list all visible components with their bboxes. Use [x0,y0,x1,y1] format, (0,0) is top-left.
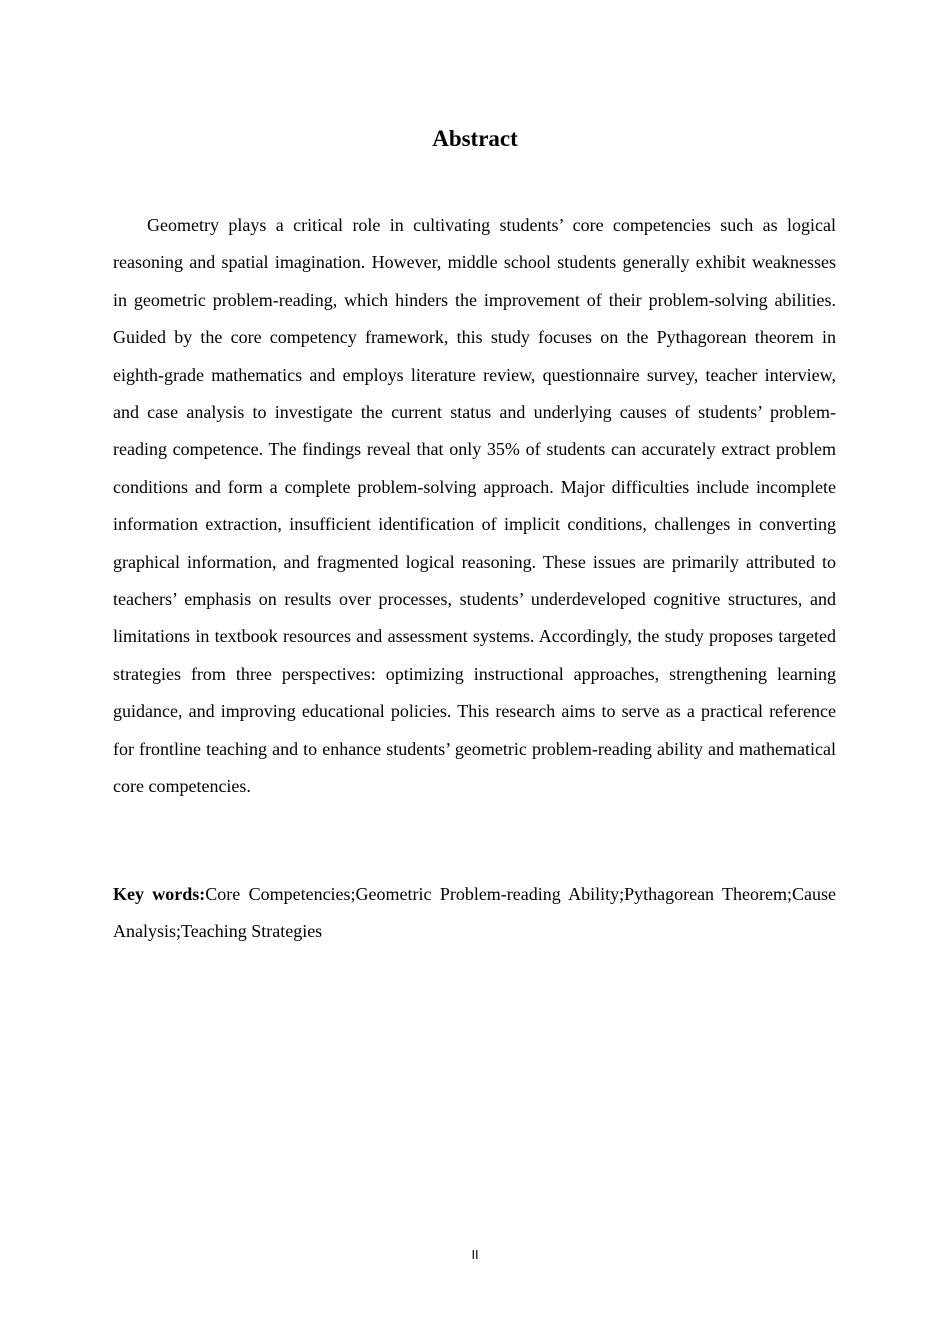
abstract-title: Abstract [432,126,518,151]
keywords-text: Core Competencies;Geometric Problem-reading Ability;Pythagorean Theorem;Cause Analysis;Teaching Strategies [113,884,836,942]
keywords-label: Key words: [113,884,206,904]
keywords-paragraph [113,876,836,951]
abstract-body: Geometry plays a critical role in cultivating students’ core competencies such as logical reasoning and spatial imagination. However, middle school students generally exhibit weaknesses in geometric problem-reading, which hinders the improvement of their problem-solving abilities. Guided by the core competency framework, this study focuses on the Pythagorean theorem in eighth-grade mathematics and employs literature review, questionnaire survey, teacher interview, and case analysis to investigate the current status and underlying causes of students’ problem-reading competence. The findings reveal that only 35% of students can accurately extract problem conditions and form a complete problem-solving approach. Major difficulties include incomplete information extraction, insufficient identification of implicit conditions, challenges in converting graphical information, and fragmented logical reasoning. These issues are primarily attributed to teachers’ emphasis on results over processes, students’ underdeveloped cognitive structures, and limitations in textbook resources and assessment systems. Accordingly, the study proposes targeted strategies from three perspectives: optimizing instructional approaches, strengthening learning guidance, and improving educational policies. This research aims to serve as a practical reference for frontline teaching and to enhance students’ geometric problem-reading ability and mathematical core competencies. [113,215,836,797]
page-number: II [471,1248,479,1262]
